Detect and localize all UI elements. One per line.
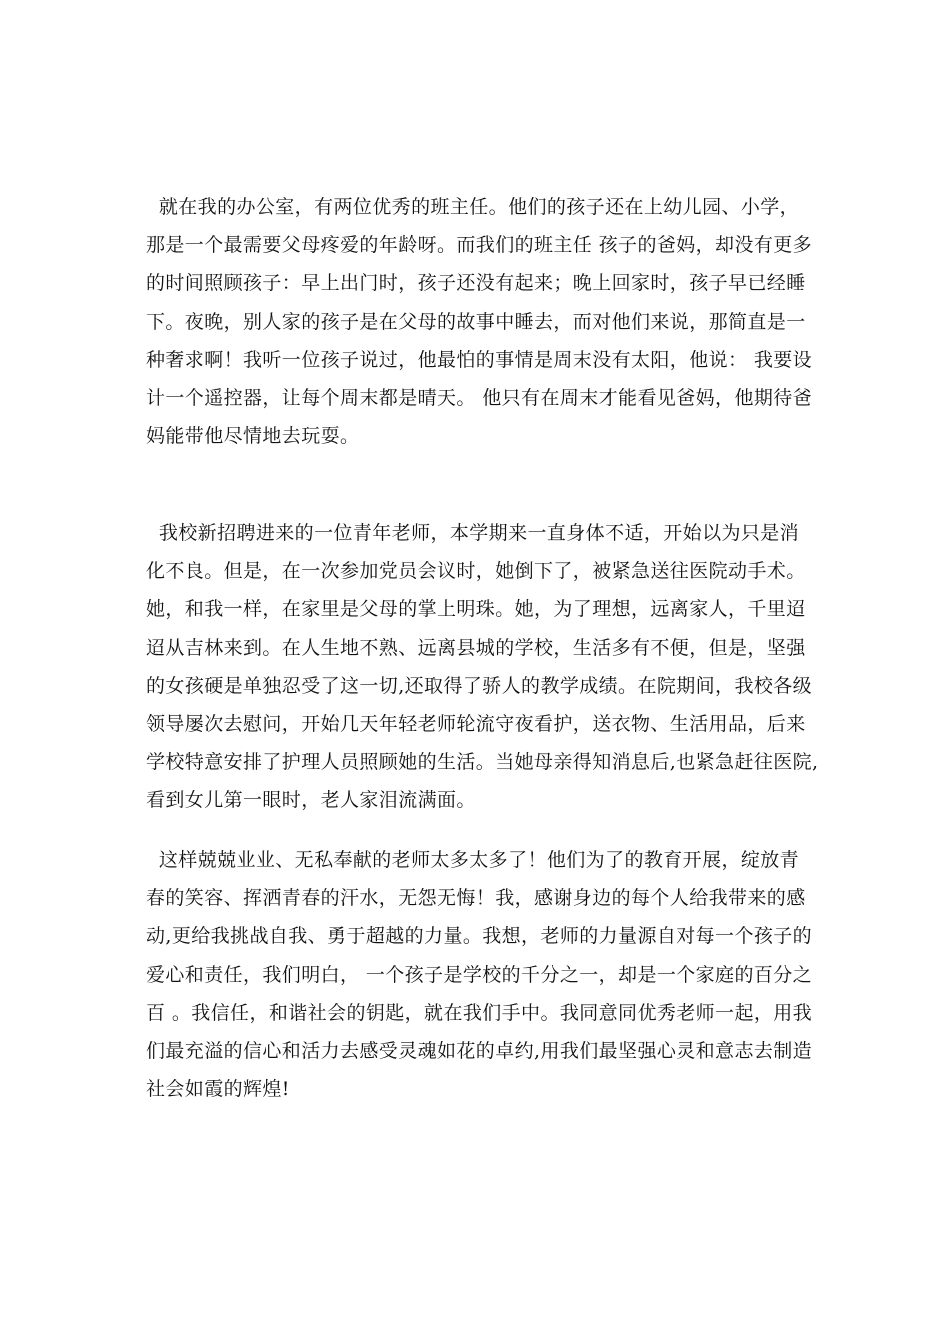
text-line: 我校新招聘进来的一位青年老师，本学期来一直身体不适，开始以为只是消 xyxy=(146,522,800,544)
text-line: 动,更给我挑战自我、勇于超越的力量。我想，老师的力量源自对每一个孩子的 xyxy=(146,925,813,948)
text-line: 看到女儿第一眼时，老人家泪流满面。 xyxy=(146,789,476,812)
text-line: 种奢求啊！我听一位孩子说过，他最怕的事情是周末没有太阳，他说： 我要设 xyxy=(146,348,813,371)
text-line: 就在我的办公室，有两位优秀的班主任。他们的孩子还在上幼儿园、小学， xyxy=(146,196,800,218)
text-line: 的时间照顾孩子：早上出门时，孩子还没有起来；晚上回家时，孩子早已经睡 xyxy=(146,272,806,295)
text-line: 迢从吉林来到。在人生地不熟、远离县城的学校，生活多有不便，但是，坚强 xyxy=(146,636,806,659)
text-line: 百 。我信任，和谐社会的钥匙，就在我们手中。我同意同优秀老师一起，用我 xyxy=(146,1001,813,1024)
text-line: 们最充溢的信心和活力去感受灵魂如花的卓约,用我们最坚强心灵和意志去制造 xyxy=(146,1039,813,1062)
paragraph-2 xyxy=(146,514,819,820)
paragraph-1 xyxy=(146,188,816,455)
text-line: 爱心和责任，我们明白， 一个孩子是学校的千分之一，却是一个家庭的百分之 xyxy=(146,963,813,986)
text-line: 领导屡次去慰问，开始几天年轻老师轮流守夜看护，送衣物、生活用品，后来 xyxy=(146,712,806,735)
text-line: 下。夜晚，别人家的孩子是在父母的故事中睡去，而对他们来说，那简直是一 xyxy=(146,310,806,333)
text-line: 妈能带他尽情地去玩耍。 xyxy=(146,425,360,448)
text-line: 学校特意安排了护理人员照顾她的生活。当她母亲得知消息后,也紧急赶往医院, xyxy=(146,751,819,774)
text-line: 的女孩硬是单独忍受了这一切,还取得了骄人的教学成绩。在院期间，我校各级 xyxy=(146,674,813,697)
text-line: 化不良。但是，在一次参加党员会议时，她倒下了，被紧急送往医院动手术。 xyxy=(146,560,806,583)
text-line: 这样兢兢业业、无私奉献的老师太多太多了！他们为了的教育开展，绽放青 xyxy=(146,849,800,871)
paragraph-3 xyxy=(146,841,816,1108)
text-line: 计一个遥控器，让每个周末都是晴天。 他只有在周末才能看见爸妈，他期待爸 xyxy=(146,386,813,409)
text-line: 那是一个最需要父母疼爱的年龄呀。而我们的班主任 孩子的爸妈，却没有更多 xyxy=(146,234,813,257)
text-line: 她，和我一样，在家里是父母的掌上明珠。她，为了理想，远离家人，千里迢 xyxy=(146,598,806,621)
text-line: 春的笑容、挥洒青春的汗水，无怨无悔！我，感谢身边的每个人给我带来的感 xyxy=(146,887,806,910)
text-line: 社会如霞的辉煌! xyxy=(146,1078,290,1101)
